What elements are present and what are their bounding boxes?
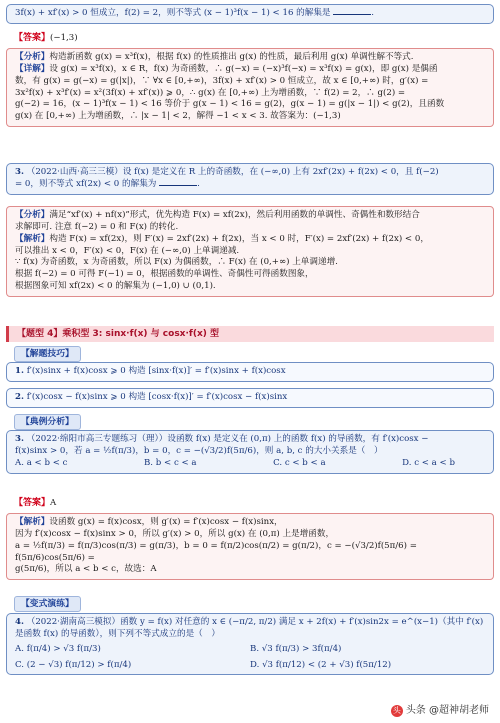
problem-text-2: f(x)sinx > 0，若 a = ½f(π/3)，b = 0，c = −(√3/2)f(5π/6)，则 a, b, c 的大小关系是（ ） xyxy=(15,445,383,456)
analysis-label: 【分析】 xyxy=(15,210,50,220)
option-c[interactable]: C. (2 − √3) f(π/12) > f(π/4) xyxy=(15,659,132,670)
option-a[interactable]: A. a < b < c xyxy=(15,457,68,468)
options-grid xyxy=(15,644,485,672)
problem-source: （2022·山西·高三三模） xyxy=(26,167,123,177)
problem-text: 设 f(x) 是定义在 R 上的奇函数，在 (−∞,0) 上有 2xf′(2x) + f(2x) < 0，且 f(−2) xyxy=(122,167,439,177)
problem-number: 3. xyxy=(15,167,24,177)
solution-line: 可以推出 x < 0，F′(x) < 0，F(x) 在 (−∞,0) 上单调递减. xyxy=(15,245,240,256)
variant-section xyxy=(6,594,494,614)
analysis-line: 求解即可. 注意 f(−2) = 0 和 F(x) 的转化. xyxy=(15,221,179,232)
typical-title: 【典例分析】 xyxy=(14,414,81,430)
problem-number: 3. xyxy=(15,434,24,444)
solution-line: 设函数 g(x) = f(x)cosx，则 g′(x) = f′(x)cosx − f(x)sinx， xyxy=(49,517,283,527)
answer-title: 【答案】 xyxy=(14,33,51,43)
detail-label: 【详解】 xyxy=(15,63,50,74)
option-c[interactable]: C. c < b < a xyxy=(273,457,326,468)
options-row xyxy=(15,458,485,470)
problem-3a: 3. （2022·山西·高三三模）设 f(x) 是定义在 R 上的奇函数，在 (−∞,0) 上有 2xf′(2x) + f(2x) < 0，且 f(−2) = 0，则不等式 xf(2x) < 0 的解集为 . xyxy=(6,163,494,195)
watermark-text: 头条 @超神胡老师 xyxy=(405,705,489,717)
answer-blank xyxy=(333,13,371,15)
problem-text-2: = 0，则不等式 xf(2x) < 0 的解集为 xyxy=(15,178,157,189)
problem-text: 设函数 f(x) 是定义在 (0,π) 上的函数 f(x) 的导函数，有 f′(x)cosx − xyxy=(167,434,429,444)
problem-3b xyxy=(6,430,494,474)
option-b[interactable]: B. √3 f(π/3) > 3f(π/4) xyxy=(250,643,342,654)
problem-text: 3f(x) + xf′(x) > 0 恒成立，f(2) = 2，则不等式 (x − 1)³f(x − 1) < 16 的解集是 xyxy=(15,8,331,18)
detail-line: g(x) 在 [0,+∞) 上为增函数，∴ |x − 1| < 2，解得 −1 < x < 3. 故答案为：(−1,3) xyxy=(15,111,341,122)
tip-item xyxy=(6,362,494,382)
solution-line: 构造 F(x) = xf(2x)，则 F′(x) = 2xf′(2x) + f(2x)，当 x < 0 时，F′(x) = 2xf′(2x) + f(2x) < 0， xyxy=(49,233,429,244)
solution-label: 【解析】 xyxy=(15,517,50,527)
analysis-1 xyxy=(6,48,494,127)
detail-line: 数，有 g(x) = g(−x) = g(|x|)，∵ ∀x ∈ [0,+∞)，3f(x) + xf′(x) > 0 恒成立，故 x ∈ [0,+∞) 时，g′(x) = xyxy=(15,75,429,86)
watermark xyxy=(388,703,492,719)
solution-line: 因为 f′(x)cosx − f(x)sinx > 0，所以 g′(x) > 0，所以 g(x) 在 (0,π) 上是增函数， xyxy=(15,528,335,539)
analysis-3 xyxy=(6,513,494,580)
detail-line: 设 g(x) = x³f(x)，x ∈ R，f(x) 为奇函数，∴ g(−x) = (−x)³f(−x) = x³f(x) = g(x)，即 g(x) 是偶函 xyxy=(49,63,438,74)
solution-line: a = ½f(π/3) = f(π/3)cos(π/3) = g(π/3)，b = 0 = f(π/2)cos(π/2) = g(π/2)，c = −(√3/2)f(5π/6) = f(5π/6)cos(5π/6) = xyxy=(15,540,417,563)
problem-text: 函数 y = f(x) 对任意的 x ∈ (−π/2, π/2) 满足 x + 2f(x) + f′(x)sin2x = e^(x−1)（其中 f′(x) xyxy=(120,617,484,627)
analysis-label: 【分析】 xyxy=(15,52,50,62)
solution-line: 根据 f(−2) = 0 可得 F(−1) = 0，根据函数的单调性、奇偶性可得函数图象， xyxy=(15,269,314,280)
analysis-2 xyxy=(6,206,494,297)
solution-line: g(5π/6)，所以 a < b < c，故选：A xyxy=(15,564,157,575)
answer-1 xyxy=(6,30,494,47)
detail-line: g(−2) = 16，(x − 1)³f(x − 1) < 16 等价于 g(x − 1) < 16 = g(2)，g(x − 1) = g(|x − 1|) < g(2)，且函数 xyxy=(15,99,445,110)
analysis-line: 满足“xf′(x) + nf(x)”形式，优先构造 F(x) = xf(2x)，然后利用函数的单调性、奇偶性和数形结合 xyxy=(49,210,420,220)
solution-line: 根据图象可知 xf(2x) < 0 的解集为 (−1,0) ∪ (0,1). xyxy=(15,281,216,292)
variant-title: 【变式演练】 xyxy=(14,596,81,612)
analysis-text: 构造新函数 g(x) = x³f(x)，根据 f(x) 的性质推出 g(x) 的性质，最后利用 g(x) 单调性解不等式. xyxy=(49,52,414,62)
tips-title: 【解题技巧】 xyxy=(14,346,81,362)
problem-top: 3f(x) + xf′(x) > 0 恒成立，f(2) = 2，则不等式 (x − 1)³f(x − 1) < 16 的解集是 . xyxy=(6,4,494,24)
problem-number: 4. xyxy=(15,617,24,627)
tip-text: f′(x)cosx − f(x)sinx ⩾ 0 构造 [cosx·f(x)]′ = f′(x)cosx − f(x)sinx xyxy=(26,392,288,402)
problem-text-2: 是函数 f(x) 的导函数），则下列不等式成立的是（ ） xyxy=(15,628,220,639)
option-d[interactable]: D. √3 f(π/12) < (2 + √3) f(5π/12) xyxy=(250,659,392,670)
tip-number: 2. xyxy=(15,392,24,402)
solution-label: 【解析】 xyxy=(15,233,50,244)
tip-item xyxy=(6,388,494,408)
solution-line: ∵ f(x) 为奇函数，x 为奇函数，所以 F(x) 为偶函数，∴ F(x) 在 (0,+∞) 上单调递增. xyxy=(15,257,338,268)
detail-line: 3x²f(x) + x³f′(x) = x²(3f(x) + xf′(x)) ⩾ 0，∴ g(x) 在 [0,+∞) 上为增函数，∵ f(2) = 2，∴ g(2) = xyxy=(15,87,406,98)
problem-source: （2022·湖南高三模拟） xyxy=(26,617,121,627)
tip-text: f′(x)sinx + f(x)cosx ⩾ 0 构造 [sinx·f(x)]′ = f′(x)sinx + f(x)cosx xyxy=(26,366,286,376)
toutiao-logo-icon: 头 xyxy=(392,706,401,716)
tip-number: 1. xyxy=(15,366,24,376)
topic-heading: 【题型 4】乘积型 3: sinx·f(x) 与 cosx·f(x) 型 xyxy=(6,326,494,342)
answer-blank xyxy=(159,184,197,186)
option-a[interactable]: A. f(π/4) > √3 f(π/3) xyxy=(15,643,101,654)
problem-source: （2022·绵阳市高三专题练习（理）） xyxy=(26,434,168,444)
option-d[interactable]: D. c < a < b xyxy=(402,457,455,468)
answer-value: A xyxy=(50,498,57,508)
problem-4 xyxy=(6,613,494,675)
answer-title: 【答案】 xyxy=(14,498,51,508)
answer-value: (−1,3) xyxy=(50,33,78,43)
option-b[interactable]: B. b < c < a xyxy=(143,457,197,468)
answer-2 xyxy=(6,495,494,512)
